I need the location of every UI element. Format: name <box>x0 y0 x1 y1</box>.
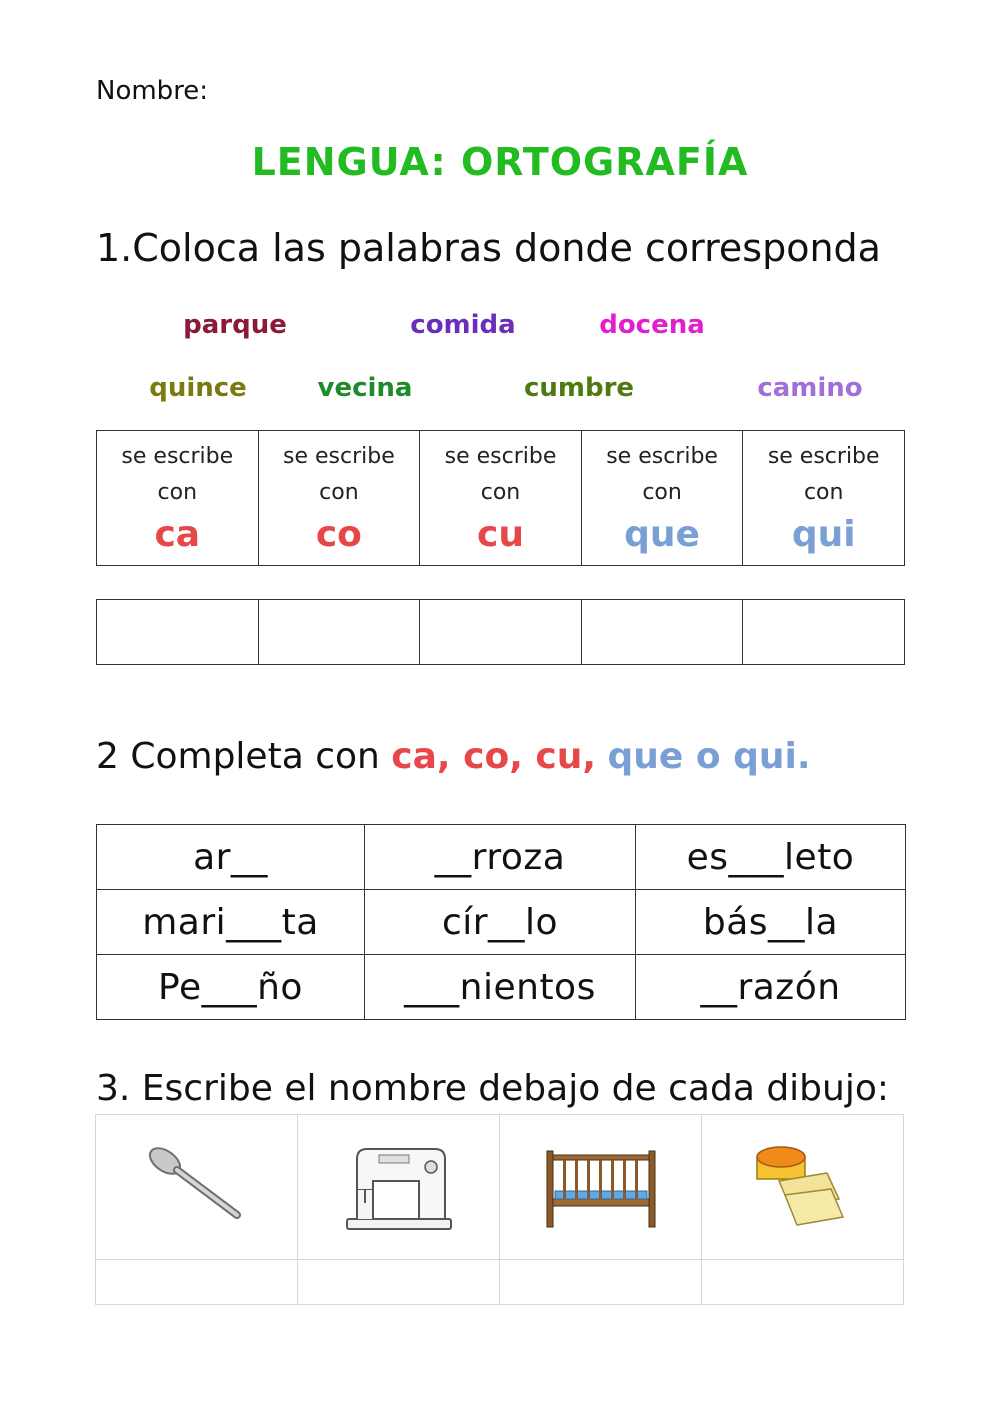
picture-table <box>95 1114 904 1305</box>
fill-in-cell[interactable]: ar__ <box>97 825 365 890</box>
exercise-1-instruction: 1.Coloca las palabras donde corresponda <box>96 226 881 270</box>
fill-in-cell[interactable]: bás__la <box>636 890 906 955</box>
crib-icon <box>541 1137 661 1237</box>
cheese-icon <box>743 1137 863 1237</box>
fill-in-cell[interactable]: mari___ta <box>97 890 365 955</box>
sewing-machine-icon <box>339 1137 459 1237</box>
drop-zone-que[interactable] <box>581 600 743 665</box>
answer-cell[interactable] <box>298 1260 500 1305</box>
spoon-icon <box>137 1137 257 1237</box>
fill-in-cell[interactable]: ___nientos <box>365 955 636 1020</box>
picture-cell <box>702 1115 904 1260</box>
syllable-label: que <box>624 514 700 555</box>
syllable-label: ca <box>154 514 201 555</box>
category-ca <box>97 431 259 566</box>
category-prefix: se escribe con <box>606 444 718 505</box>
syllable-label: co <box>315 514 362 555</box>
category-prefix: se escribe con <box>444 444 557 505</box>
category-prefix: se escribe con <box>283 444 395 505</box>
drop-zone-cu[interactable] <box>420 600 582 665</box>
syllable-label: cu <box>477 514 524 555</box>
name-label: Nombre: <box>96 76 209 106</box>
options-blue: que o qui. <box>607 736 811 777</box>
drop-zone-qui[interactable] <box>743 600 905 665</box>
fill-in-cell[interactable]: __rroza <box>365 825 636 890</box>
category-prefix: se escribe con <box>121 444 234 505</box>
answer-cell[interactable] <box>96 1260 298 1305</box>
category-que <box>581 431 743 566</box>
word-bank-item[interactable]: quince <box>149 373 247 403</box>
word-bank-item[interactable]: parque <box>183 310 287 340</box>
word-bank-item[interactable]: vecina <box>317 373 413 403</box>
picture-cell <box>500 1115 702 1260</box>
fill-in-cell[interactable]: Pe___ño <box>97 955 365 1020</box>
category-cu <box>420 431 582 566</box>
fill-in-cell[interactable]: cír__lo <box>365 890 636 955</box>
picture-cell <box>298 1115 500 1260</box>
drop-zone-ca[interactable] <box>97 600 259 665</box>
exercise-3-instruction: 3. Escribe el nombre debajo de cada dibujo: <box>96 1068 890 1109</box>
category-co <box>258 431 420 566</box>
word-bank-item[interactable]: comida <box>410 310 516 340</box>
exercise-2-instruction <box>96 736 811 777</box>
answer-cell[interactable] <box>702 1260 904 1305</box>
fill-in-table <box>96 824 906 1020</box>
fill-in-cell[interactable]: es___leto <box>636 825 906 890</box>
drop-zone-co[interactable] <box>258 600 420 665</box>
answer-drop-table <box>96 599 905 665</box>
syllable-label: qui <box>791 514 856 555</box>
category-prefix: se escribe con <box>767 444 880 505</box>
picture-cell <box>96 1115 298 1260</box>
answer-cell[interactable] <box>500 1260 702 1305</box>
page-title: LENGUA: ORTOGRAFÍA <box>251 140 749 184</box>
category-qui <box>743 431 905 566</box>
instruction-text: 2 Completa con <box>96 736 380 777</box>
fill-in-cell[interactable]: __razón <box>636 955 906 1020</box>
options-red: ca, co, cu, <box>391 736 597 777</box>
category-table <box>96 430 905 566</box>
word-bank-item[interactable]: camino <box>757 373 863 403</box>
word-bank-item[interactable]: docena <box>599 310 705 340</box>
word-bank-item[interactable]: cumbre <box>523 373 635 403</box>
